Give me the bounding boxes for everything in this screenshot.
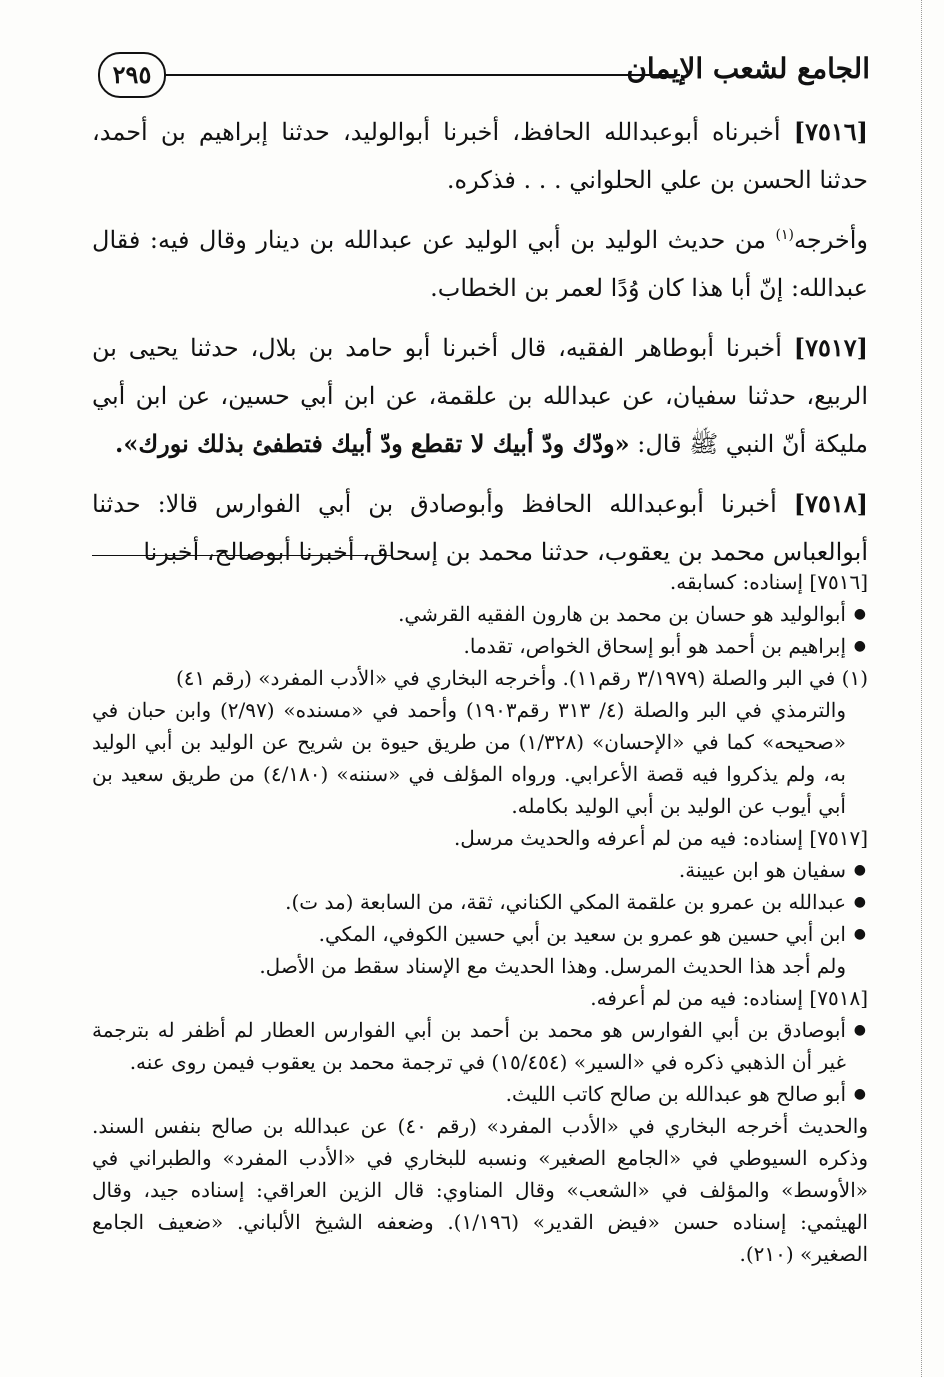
footnotes: [92, 566, 868, 1270]
note-7516-heading: [٧٥١٦] إسناده: كسابقه.: [669, 570, 868, 594]
hadith-text: أخبرنا أبوعبدالله الحافظ وأبوصادق بن أبي الفوارس قالا: حدثنا أبوالعباس محمد بن يعقوب، حدثنا محمد بن إسحاق، أخبرنا أبوصالح، أخبرنا: [92, 490, 868, 566]
hadith-text: أخبرناه أبوعبدالله الحافظ، أخبرنا أبوالوليد، حدثنا إبراهيم بن أحمد، حدثنا الحسن بن علي الحلواني . . . فذكره.: [92, 118, 868, 194]
hadith-number: [٧٥١٧]: [793, 333, 868, 362]
note-7518-heading: [٧٥١٨] إسناده: فيه من لم أعرفه.: [590, 986, 868, 1010]
note-bullet: ● عبدالله بن عمرو بن علقمة المكي الكناني، ثقة، من السابعة (مد ت).: [92, 886, 868, 918]
takhrij-text: من حديث الوليد بن أبي الوليد عن عبدالله بن دينار وقال فيه: فقال عبدالله: إنّ أبا هذا كان وُدًا لعمر بن الخطاب.: [92, 226, 868, 302]
footnote-1-body: والترمذي في البر والصلة (٤/ ٣١٣ رقم١٩٠٣) وأحمد في «مسنده» (٢/٩٧) وابن حبان في «صحيحه» كما في «الإحسان» (١/٣٢٨) من طريق حيوة بن شريح عن الوليد بن أبي الوليد به، ولم يذكروا فيه قصة الأعرابي. ورواه المؤلف في «سننه» (٤/١٨٠) من طريق سعيد بن أبي أيوب عن الوليد بن أبي الوليد بكامله.: [92, 698, 846, 818]
takhrij-lead: وأخرجه: [793, 226, 868, 254]
note-bullet: ● إبراهيم بن أحمد هو أبو إسحاق الخواص، تقدما.: [92, 630, 868, 662]
footnote-marker[interactable]: (١): [775, 227, 794, 243]
hadith-7518: [92, 480, 868, 576]
book-title: الجامع لشعب الإيمان: [626, 52, 870, 85]
footnote-1-line1: (١) في البر والصلة (٣/١٩٧٩ رقم١١). وأخرجه البخاري في «الأدب المفرد» (رقم ٤١): [175, 666, 868, 690]
header-rule: [154, 74, 680, 76]
note-bullet: ● سفيان هو ابن عيينة.: [92, 854, 868, 886]
footnote-separator: [92, 555, 392, 556]
hadith-number: [٧٥١٦]: [793, 117, 868, 146]
note-bullet: ● أبوالوليد هو حسان بن محمد بن هارون الفقيه القرشي.: [92, 598, 868, 630]
main-text: [92, 108, 868, 584]
hadith-text: أخبرنا أبوطاهر الفقيه، قال أخبرنا أبو حامد بن بلال، حدثنا يحيى بن الربيع، حدثنا سفيان، عن عبدالله بن علقمة، عن ابن أبي حسين، عن ابن أبي مليكة أنّ النبي ﷺ قال:: [92, 334, 868, 458]
note-bullet: ● أبوصادق بن أبي الفوارس هو محمد بن أحمد بن أبي الفوارس العطار لم أظفر له بترجمة غير أن الذهبي ذكره في «السير» (١٥/٤٥٤) في ترجمة محمد بن يعقوب فيمن روى عنه.: [92, 1014, 868, 1078]
running-header: [90, 44, 870, 106]
hadith-quote: «ودّك ودّ أبيك لا تقطع ودّ أبيك فتطفئ بذلك نورك».: [115, 429, 630, 458]
hadith-number: [٧٥١٨]: [793, 489, 868, 518]
page-number-badge: ٢٩٥: [98, 52, 166, 98]
note-7517-heading: [٧٥١٧] إسناده: فيه من لم أعرفه والحديث مرسل.: [453, 826, 868, 850]
hadith-7517: [92, 324, 868, 468]
hadith-7516: [92, 108, 868, 204]
note-bullet: ● ابن أبي حسين هو عمرو بن سعيد بن أبي حسين الكوفي، المكي.: [92, 918, 868, 950]
note-7517-tail: ولم أجد هذا الحديث المرسل. وهذا الحديث مع الإسناد سقط من الأصل.: [259, 954, 846, 978]
note-bullet: ● أبو صالح هو عبدالله بن صالح كاتب الليث.: [92, 1078, 868, 1110]
page-edge-line: [921, 0, 922, 1377]
takhrij-paragraph: [92, 216, 868, 312]
note-7518-tail: والحديث أخرجه البخاري في «الأدب المفرد» (رقم ٤٠) عن عبدالله بن صالح بنفس السند. وذكره السيوطي في «الجامع الصغير» ونسبه للبخاري في «الأدب المفرد» والطبراني في «الأوسط» والمؤلف في «الشعب» وقال المناوي: قال الزين العراقي: إسناده جيد، وقال الهيثمي: إسناده حسن «فيض القدير» (١/١٩٦). وضعفه الشيخ الألباني. «ضعيف الجامع الصغير» (٢١٠).: [92, 1114, 868, 1266]
